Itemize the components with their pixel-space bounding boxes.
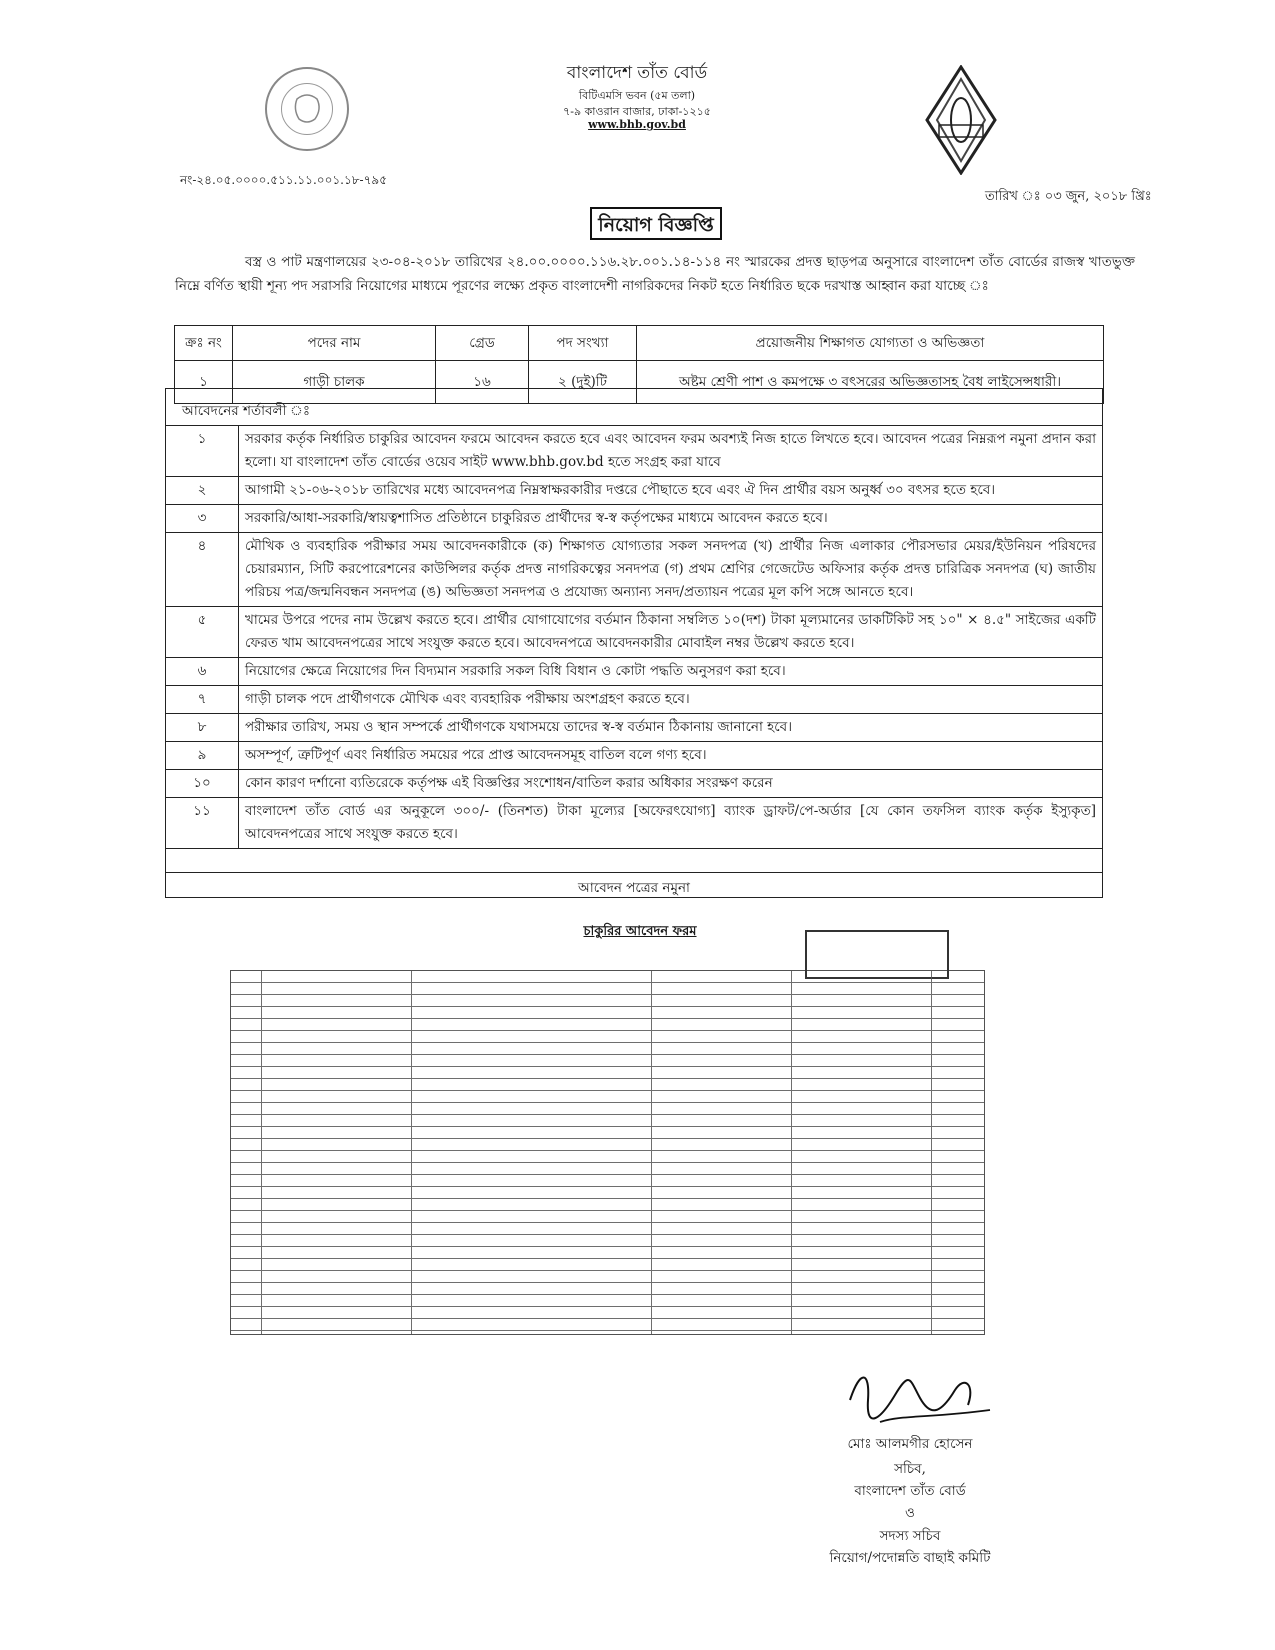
signatory-post: সচিব, xyxy=(894,1461,926,1477)
signature-image xyxy=(840,1360,1000,1440)
condition-text: গাড়ী চালক পদে প্রার্থীগণকে মৌখিক এবং ব্যবহারিক পরীক্ষায় অংশগ্রহণ করতে হবে। xyxy=(239,686,1103,714)
condition-text: আগামী ২১-০৬-২০১৮ তারিখের মধ্যে আবেদনপত্র নিম্নস্বাক্ষরকারীর দপ্তরে পৌছাতে হবে এবং ঐ দিন প্রার্থীর বয়স অনুর্ধ্ব ৩০ বৎসর হতে হবে। xyxy=(239,477,1103,505)
table-cell: গাড়ী চালক xyxy=(233,361,436,404)
condition-number: ৬ xyxy=(166,658,239,686)
sample-form-title: চাকুরির আবেদন ফরম xyxy=(583,924,697,939)
column-header: পদের নাম xyxy=(233,326,436,361)
condition-number: ১০ xyxy=(166,770,239,798)
signatory-and: ও xyxy=(905,1505,915,1521)
conditions-table xyxy=(165,425,1103,849)
condition-text: অসম্পূর্ণ, ত্রুটিপূর্ণ এবং নির্ধারিত সময়ের পরে প্রাপ্ত আবেদনসমূহ বাতিল বলে গণ্য হবে। xyxy=(239,742,1103,770)
government-seal-icon xyxy=(265,67,349,151)
signatory-member: সদস্য সচিব xyxy=(879,1528,941,1544)
org-building: বিটিএমসি ভবন (৫ম তলা) xyxy=(578,89,696,102)
condition-text: খামের উপরে পদের নাম উল্লেখ করতে হবে। প্রার্থীর যোগাযোগের বর্তমান ঠিকানা সম্বলিত ১০(দশ) টাকা মূল্যমানের ডাকটিকিট সহ ১০" × ৪.৫" সাইজের একটি ফেরত খাম আবেদনপত্রের সাথে সংযুক্ত করতে হবে। আবেদনপত্রে আবেদনকারীর মোবাইল নম্বর উল্লেখ করতে হবে। xyxy=(239,607,1103,658)
intro-paragraph: বস্ত্র ও পাট মন্ত্রণালয়ের ২৩-০৪-২০১৮ তারিখের ২৪.০০.০০০০.১১৬.২৮.০০১.১৪-১১৪ নং স্মারকের প্রদত্ত ছাড়পত্র অনুসারে বাংলাদেশ তাঁত বোর্ডের রাজস্ব খাতভুক্ত নিম্নে বর্ণিত স্থায়ী শূন্য পদ সরাসরি নিয়োগের মাধ্যমে পূরণের লক্ষ্যে প্রকৃত বাংলাদেশী নাগরিকদের নিকট হতে নির্ধারিত ছকে দরখাস্ত আহ্বান করা যাচ্ছে ঃ xyxy=(175,254,1135,294)
table-row xyxy=(166,714,1103,742)
sample-form-grid xyxy=(230,970,985,1335)
condition-text: পরীক্ষার তারিখ, সময় ও স্থান সম্পর্কে প্রার্থীগণকে যথাসময়ে তাদের স্ব-স্ব বর্তমান ঠিকানায় জানানো হবে। xyxy=(239,714,1103,742)
table-row xyxy=(166,798,1103,849)
table-row xyxy=(166,505,1103,533)
memo-number: নং-২৪.০৫.০০০০.৫১১.১১.০০১.১৮-৭৯৫ xyxy=(180,173,387,187)
condition-number: ১১ xyxy=(166,798,239,849)
org-address: ৭-৯ কাওরান বাজার, ঢাকা-১২১৫ xyxy=(563,105,711,118)
table-cell: অষ্টম শ্রেণী পাশ ও কমপক্ষে ৩ বৎসরের অভিজ্ঞতাসহ বৈধ লাইসেন্সধারী। xyxy=(637,361,1104,404)
condition-text: নিয়োগের ক্ষেত্রে নিয়োগের দিন বিদ্যমান সরকারি সকল বিধি বিধান ও কোটা পদ্ধতি অনুসরণ করা হবে। xyxy=(239,658,1103,686)
condition-number: ১ xyxy=(166,426,239,477)
table-row xyxy=(166,742,1103,770)
column-header: পদ সংখ্যা xyxy=(529,326,637,361)
condition-text: মৌখিক ও ব্যবহারিক পরীক্ষার সময় আবেদনকারীকে (ক) শিক্ষাগত যোগ্যতার সকল সনদপত্র (খ) প্রার্থীর নিজ এলাকার পৌরসভার মেয়র/ইউনিয়ন পরিষদের চেয়ারম্যান, সিটি করপোরেশনের কাউন্সিলর কর্তৃক প্রদত্ত নাগরিকত্বের সনদপত্র (গ) প্রথম শ্রেণির গেজেটেড অফিসার কর্তৃক প্রদত্ত চারিত্রিক সনদপত্র (ঘ) জাতীয় পরিচয় পত্র/জন্মনিবন্ধন সনদপত্র (ঙ) অভিজ্ঞতা সনদপত্র ও প্রযোজ্য অন্যান্য সনদ/প্রত্যায়ন পত্রের মূল কপি সঙ্গে আনতে হবে। xyxy=(239,533,1103,607)
condition-text: বাংলাদেশ তাঁত বোর্ড এর অনুকূলে ৩০০/- (তিনশত) টাকা মূল্যের [অফেরৎযোগ্য] ব্যাংক ড্রাফট/পে-অর্ডার [যে কোন তফসিল ব্যাংক কর্তৃক ইস্যুকৃত] আবেদনপত্রের সাথে সংযুক্ত করতে হবে। xyxy=(239,798,1103,849)
column-header: প্রয়োজনীয় শিক্ষাগত যোগ্যতা ও অভিজ্ঞতা xyxy=(637,326,1104,361)
signatory-org: বাংলাদেশ তাঁত বোর্ড xyxy=(854,1483,966,1499)
column-header: গ্রেড xyxy=(436,326,529,361)
table-row xyxy=(166,426,1103,477)
condition-number: ৩ xyxy=(166,505,239,533)
conditions-heading: আবেদনের শর্তাবলী ঃ xyxy=(182,403,311,419)
table-cell: ১৬ xyxy=(436,361,529,404)
condition-number: ৪ xyxy=(166,533,239,607)
signatory-committee: নিয়োগ/পদোন্নতি বাছাই কমিটি xyxy=(829,1550,991,1566)
condition-text: সরকার কর্তৃক নির্ধারিত চাকুরির আবেদন ফরমে আবেদন করতে হবে এবং আবেদন ফরম অবশ্যই নিজ হাতে লিখতে হবে। আবেদন পত্রের নিম্নরূপ নমুনা প্রদান করা হলো। যা বাংলাদেশ তাঁত বোর্ডের ওয়েব সাইট www.bhb.gov.bd হতে সংগ্রহ করা যাবে xyxy=(239,426,1103,477)
table-row xyxy=(166,770,1103,798)
condition-text: কোন কারণ দর্শানো ব্যতিরেকে কর্তৃপক্ষ এই বিজ্ঞপ্তির সংশোধন/বাতিল করার অধিকার সংরক্ষণ করেন xyxy=(239,770,1103,798)
board-logo-icon xyxy=(925,65,997,175)
table-header-row xyxy=(175,326,1104,361)
notice-date: তারিখ ঃ ০৩ জুন, ২০১৮ খ্রিঃ xyxy=(985,189,1152,204)
condition-number: ৭ xyxy=(166,686,239,714)
table-row xyxy=(166,477,1103,505)
condition-number: ২ xyxy=(166,477,239,505)
table-row xyxy=(166,607,1103,658)
condition-number: ৫ xyxy=(166,607,239,658)
notice-title: নিয়োগ বিজ্ঞপ্তি xyxy=(590,207,722,240)
sample-form-heading: আবেদন পত্রের নমুনা xyxy=(165,872,1103,900)
condition-text: সরকারি/আধা-সরকারি/স্বায়ত্বশাসিত প্রতিষ্ঠানে চাকুরিরত প্রার্থীদের স্ব-স্ব কর্তৃপক্ষের মাধ্যমে আবেদন করতে হবে। xyxy=(239,505,1103,533)
signatory-name: মোঃ আলমগীর হোসেন xyxy=(847,1436,973,1452)
org-website-link[interactable]: www.bhb.gov.bd xyxy=(588,118,686,131)
table-row xyxy=(166,658,1103,686)
column-header: ক্রঃ নং xyxy=(175,326,233,361)
table-row xyxy=(166,533,1103,607)
table-cell: ১ xyxy=(175,361,233,404)
table-row xyxy=(166,686,1103,714)
org-name: বাংলাদেশ তাঁত বোর্ড xyxy=(566,63,708,83)
condition-number: ৯ xyxy=(166,742,239,770)
condition-number: ৮ xyxy=(166,714,239,742)
table-cell: ২ (দুই)টি xyxy=(529,361,637,404)
